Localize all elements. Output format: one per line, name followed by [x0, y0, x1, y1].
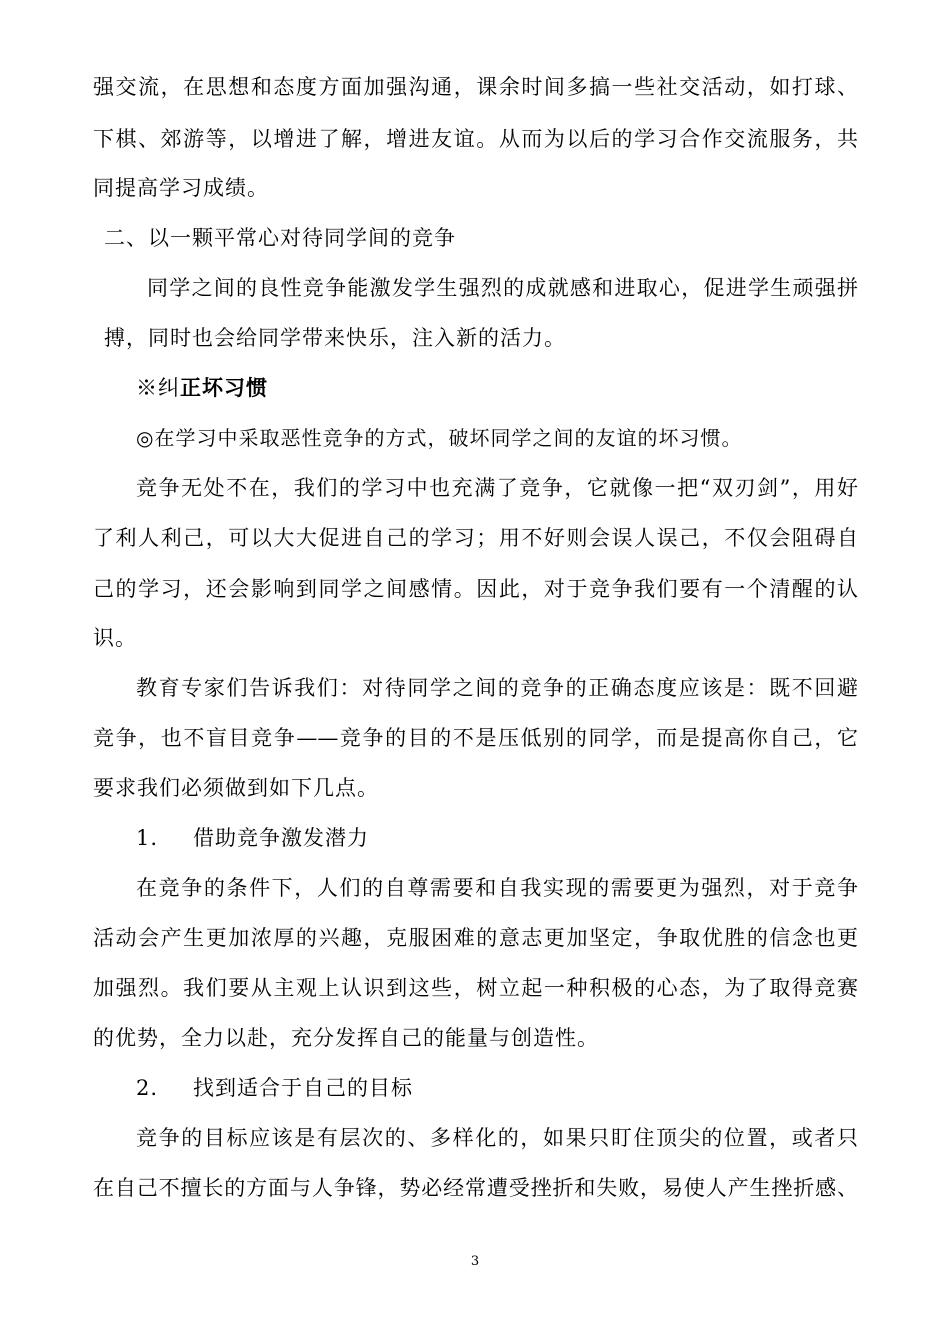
paragraph-line: 活动会产生更加浓厚的兴趣，克服困难的意志更加坚定，争取优胜的信念也更: [93, 926, 858, 950]
bad-habit-line: ◎在学习中采取恶性竞争的方式，破坏同学之间的友谊的坏习惯。: [136, 426, 743, 450]
paragraph-line: 同提高学习成绩。: [93, 176, 269, 200]
page-number: 3: [470, 1254, 480, 1269]
paragraph-line: 竞争无处不在，我们的学习中也充满了竞争，它就像一把“双刃剑”，用好: [136, 476, 858, 500]
paragraph-line: 的优势，全力以赴，充分发挥自己的能量与创造性。: [93, 1026, 599, 1050]
list-item-heading: 找到适合于自己的目标: [193, 1076, 413, 1100]
list-item-number: 2.: [136, 1076, 159, 1100]
paragraph-line: 在自己不擅长的方面与人争锋，势必经常遭受挫折和失败，易使人产生挫折感、: [93, 1176, 858, 1200]
paragraph-line: 强交流，在思想和态度方面加强沟通，课余时间多搞一些社交活动，如打球、: [93, 75, 858, 99]
paragraph-line: 在竞争的条件下，人们的自尊需要和自我实现的需要更为强烈，对于竞争: [136, 876, 858, 900]
paragraph-line: 同学之间的良性竞争能激发学生强烈的成就感和进取心，促进学生顽强拼: [147, 276, 858, 300]
paragraph-line: 识。: [93, 626, 137, 650]
paragraph-line: 竞争的目标应该是有层次的、多样化的，如果只盯住顶尖的位置，或者只: [136, 1126, 858, 1150]
paragraph-line: 己的学习，还会影响到同学之间感情。因此，对于竞争我们要有一个清醒的认: [93, 577, 858, 601]
paragraph-line: 要求我们必须做到如下几点。: [93, 776, 379, 800]
correction-heading-prefix: ※纠: [136, 376, 180, 400]
list-item-heading: 借助竞争激发潜力: [193, 826, 369, 850]
paragraph-line: 加强烈。我们要从主观上认识到这些，树立起一种积极的心态，为了取得竞赛: [93, 976, 858, 1000]
list-item-number: 1.: [136, 826, 159, 850]
paragraph-line: 了利人利己，可以大大促进自己的学习；用不好则会误人误己，不仅会阻碍自: [93, 526, 858, 550]
paragraph-line: 教育专家们告诉我们：对待同学之间的竞争的正确态度应该是：既不回避: [136, 676, 858, 700]
correction-heading: [136, 373, 268, 403]
section-heading: 二、以一颗平常心对待同学间的竞争: [104, 226, 456, 250]
paragraph-line: 竞争，也不盲目竞争——竞争的目的不是压低别的同学，而是提高你自己，它: [93, 726, 858, 750]
paragraph-line: 搏，同时也会给同学带来快乐，注入新的活力。: [104, 326, 566, 350]
correction-heading-bold: 正坏习惯: [180, 375, 268, 400]
paragraph-line: 下棋、郊游等，以增进了解，增进友谊。从而为以后的学习合作交流服务，共: [93, 127, 858, 151]
